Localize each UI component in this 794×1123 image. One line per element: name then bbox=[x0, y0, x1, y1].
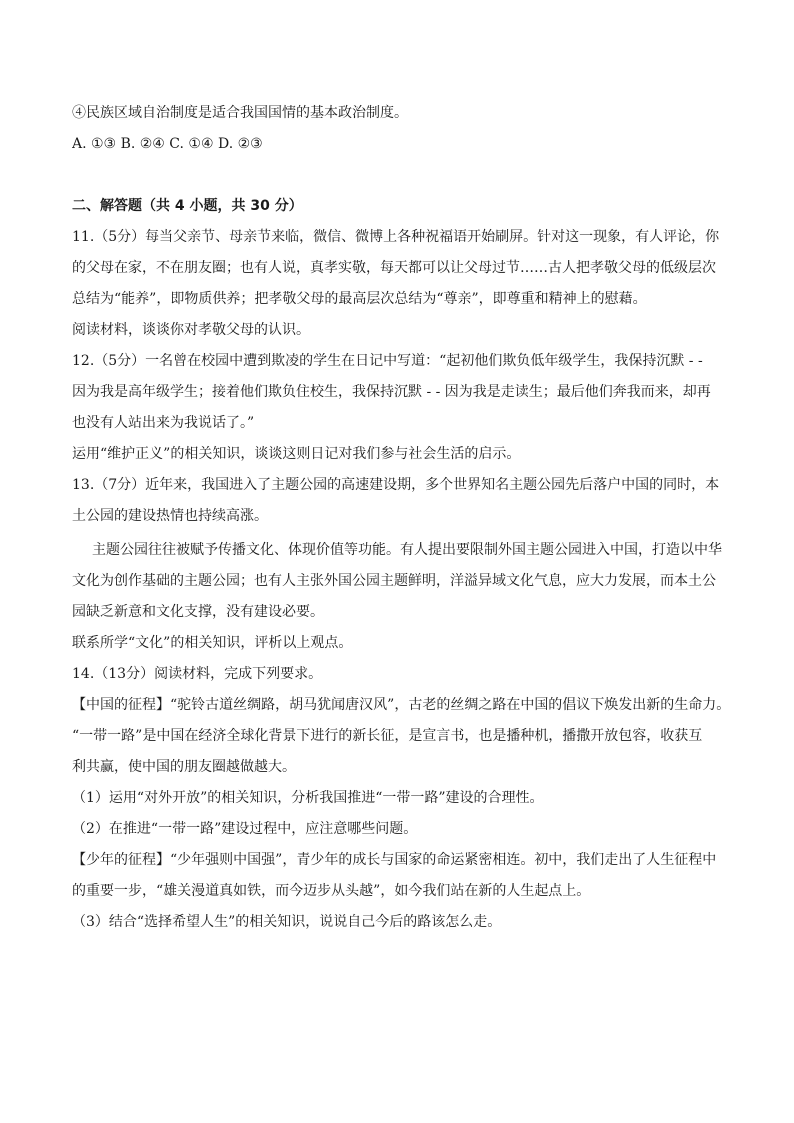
statement-4: ④民族区域自治制度是适合我国国情的基本政治制度。 bbox=[72, 105, 408, 121]
q14-line-1: 14.（13分）阅读材料，完成下列要求。 bbox=[72, 666, 323, 682]
q14-material-2-line-1: 【少年的征程】“少年强则中国强”，青少年的成长与国家的命运紧密相连。初中，我们走出了人生征程中 bbox=[72, 852, 717, 868]
q14-subquestion-1: （1）运用“对外开放”的相关知识，分析我国推进“一带一路”建设的合理性。 bbox=[72, 790, 544, 806]
q11-line-1: 11.（5分）每当父亲节、母亲节来临，微信、微博上各种祝福语开始刷屏。针对这一现象，有人评论，你 bbox=[72, 229, 720, 245]
q12-prompt: 运用“维护正义”的相关知识，谈谈这则日记对我们参与社会生活的启示。 bbox=[72, 446, 521, 462]
q13-paragraph-line-3: 园缺乏新意和文化支撑，没有建设必要。 bbox=[72, 604, 324, 620]
q14-material-1-line-2: “一带一路”是中国在经济全球化背景下进行的新长征，是宣言书，也是播种机，播撒开放包容，收获互 bbox=[72, 728, 703, 744]
q13-line-2: 土公园的建设热情也持续高涨。 bbox=[72, 508, 268, 524]
q11-prompt: 阅读材料，谈谈你对孝敬父母的认识。 bbox=[72, 322, 310, 338]
q12-line-2: 因为我是高年级学生；接着他们欺负住校生，我保持沉默 - - 因为我是走读生；最后他们奔我而来，却再 bbox=[72, 384, 711, 400]
q11-line-3: 总结为“能养”，即物质供养；把孝敬父母的最高层次总结为“尊亲”，即尊重和精神上的慰藉。 bbox=[72, 291, 647, 307]
answer-options: A. ①③ B. ②④ C. ①④ D. ②③ bbox=[72, 136, 263, 152]
q11-line-2: 的父母在家，不在朋友圈；也有人说，真孝实敬，每天都可以让父母过节……古人把孝敬父母的低级层次 bbox=[72, 260, 716, 276]
q13-paragraph-line-2: 文化为创作基础的主题公园；也有人主张外国公园主题鲜明，洋溢异域文化气息，应大力发展，而本土公 bbox=[72, 573, 716, 589]
q14-material-1-line-3: 利共赢，使中国的朋友圈越做越大。 bbox=[72, 759, 296, 775]
q14-subquestion-3: （3）结合“选择希望人生”的相关知识，说说自己今后的路该怎么走。 bbox=[72, 914, 502, 930]
section-heading: 二、解答题（共 4 小题，共 30 分） bbox=[72, 198, 303, 214]
q12-line-1: 12.（5分）一名曾在校园中遭到欺凌的学生在日记中写道：“起初他们欺负低年级学生，我保持沉默 - - bbox=[72, 353, 703, 369]
q14-material-2-line-2: 的重要一步，“雄关漫道真如铁，而今迈步从头越”，如今我们站在新的人生起点上。 bbox=[72, 883, 591, 899]
q13-line-1: 13.（7分）近年来，我国进入了主题公园的高速建设期，多个世界知名主题公园先后落户中国的同时，本 bbox=[72, 477, 720, 493]
q14-subquestion-2: （2）在推进“一带一路”建设过程中，应注意哪些问题。 bbox=[72, 821, 418, 837]
q13-prompt: 联系所学“文化”的相关知识，评析以上观点。 bbox=[72, 635, 353, 651]
q14-material-1-line-1: 【中国的征程】“驼铃古道丝绸路，胡马犹闻唐汉风”，古老的丝绸之路在中国的倡议下焕发出新的生命力。 bbox=[72, 697, 731, 713]
q13-paragraph-line-1: 主题公园往往被赋予传播文化、体现价值等功能。有人提出要限制外国主题公园进入中国，打造以中华 bbox=[92, 542, 722, 558]
q12-line-3: 也没有人站出来为我说话了。” bbox=[72, 415, 255, 431]
